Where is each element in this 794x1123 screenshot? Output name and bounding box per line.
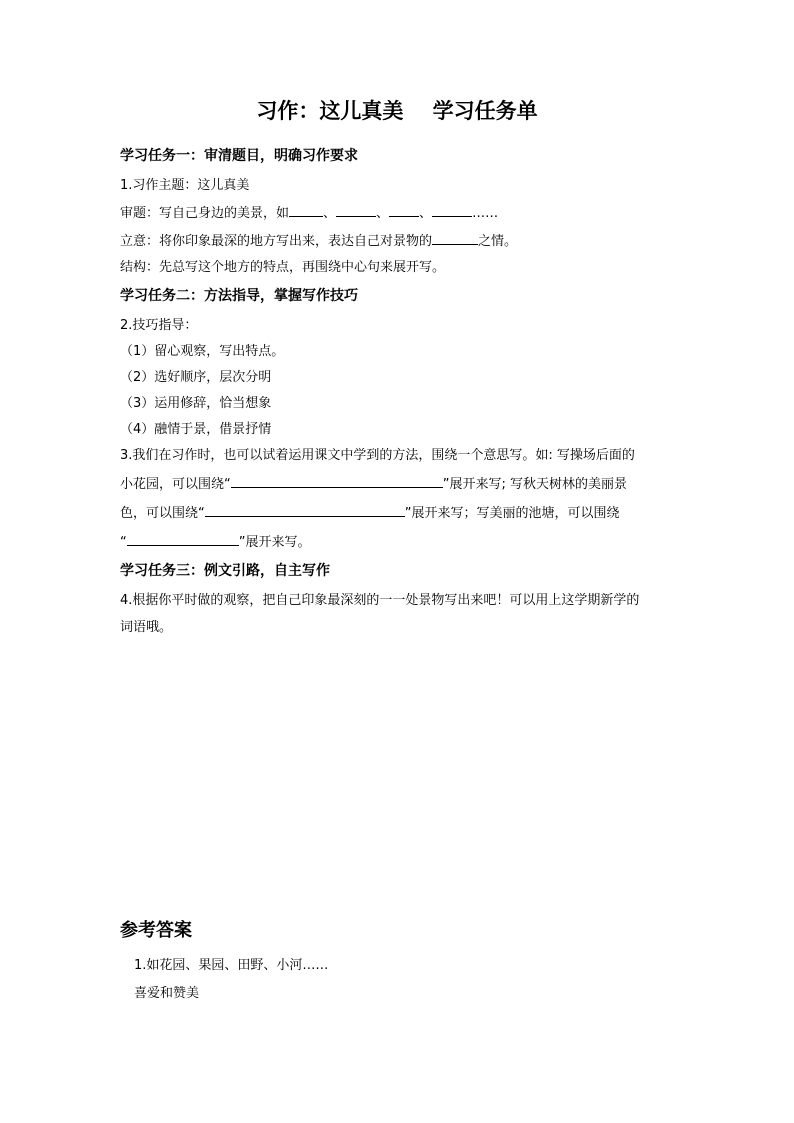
task2-section xyxy=(120,286,680,553)
blank-4 xyxy=(432,202,472,217)
task1-shenti xyxy=(120,202,680,224)
liyi-label: 立意：将你印象最深的地方写出来，表达自己对景物的 xyxy=(120,234,433,249)
task2-heading: 学习任务二：方法指导，掌握写作技巧 xyxy=(120,288,358,304)
tip-item: （4）融情于景，借景抒情 xyxy=(120,422,272,437)
tip-item: （1）留心观察，写出特点。 xyxy=(120,344,285,359)
answers-heading: 参考答案 xyxy=(120,920,192,941)
tip-item: （2）选好顺序，层次分明 xyxy=(120,370,272,385)
blank-8 xyxy=(127,531,239,546)
q3-text: ”展开来写；写美丽的池塘，可以围绕 xyxy=(404,506,620,521)
blank-1 xyxy=(289,202,323,217)
page-title: 习作：这儿真美 学习任务单 xyxy=(256,99,538,123)
separator: 、 xyxy=(376,206,390,221)
task3-section xyxy=(120,561,680,638)
shenti-label: 审题：写自己身边的美景，如 xyxy=(120,206,290,221)
task2-intro: 2.技巧指导： xyxy=(120,318,198,333)
task3-heading: 学习任务三：例文引路，自主写作 xyxy=(120,563,330,579)
answer-1: 1.如花园、果园、田野、小河…… xyxy=(134,958,329,973)
task1-section xyxy=(120,146,680,278)
q3-text: 小花园，可以围绕“ xyxy=(120,477,231,492)
separator: 、 xyxy=(323,206,337,221)
separator: 、 xyxy=(419,206,433,221)
blank-6 xyxy=(231,473,443,488)
answer-2: 喜爱和赞美 xyxy=(134,986,200,1001)
q3-text: 色，可以围绕“ xyxy=(120,506,205,521)
q3-line1: 3.我们在习作时，也可以试着运用课文中学到的方法，围绕一个意思写。如: 写操场后面的 xyxy=(120,448,635,463)
q3-line4 xyxy=(120,531,680,553)
task1-theme: 1.习作主题：这儿真美 xyxy=(120,178,250,193)
liyi-suffix: 之情。 xyxy=(478,234,518,249)
blank-5 xyxy=(432,230,478,245)
q3-text: ”展开来写。 xyxy=(238,535,311,550)
blank-7 xyxy=(205,502,405,517)
q3-line2 xyxy=(120,473,680,495)
task1-jiegou: 结构：先总写这个地方的特点，再围绕中心句来展开写。 xyxy=(120,260,446,275)
tip-item: （3）运用修辞，恰当想象 xyxy=(120,396,272,411)
q3-text: ”展开来写; 写秋天树林的美丽景 xyxy=(442,477,627,492)
blank-3 xyxy=(389,202,419,217)
q3-line3 xyxy=(120,502,680,524)
blank-2 xyxy=(336,202,376,217)
task1-heading: 学习任务一：审清题目，明确习作要求 xyxy=(120,148,358,164)
ellipsis: …… xyxy=(472,206,499,221)
q4-line2: 词语哦。 xyxy=(120,620,173,635)
task1-liyi xyxy=(120,230,680,252)
q4-line1: 4.根据你平时做的观察，把自己印象最深刻的一一处景物写出来吧！可以用上这学期新学的 xyxy=(120,593,640,608)
q3-text: “ xyxy=(120,535,127,550)
